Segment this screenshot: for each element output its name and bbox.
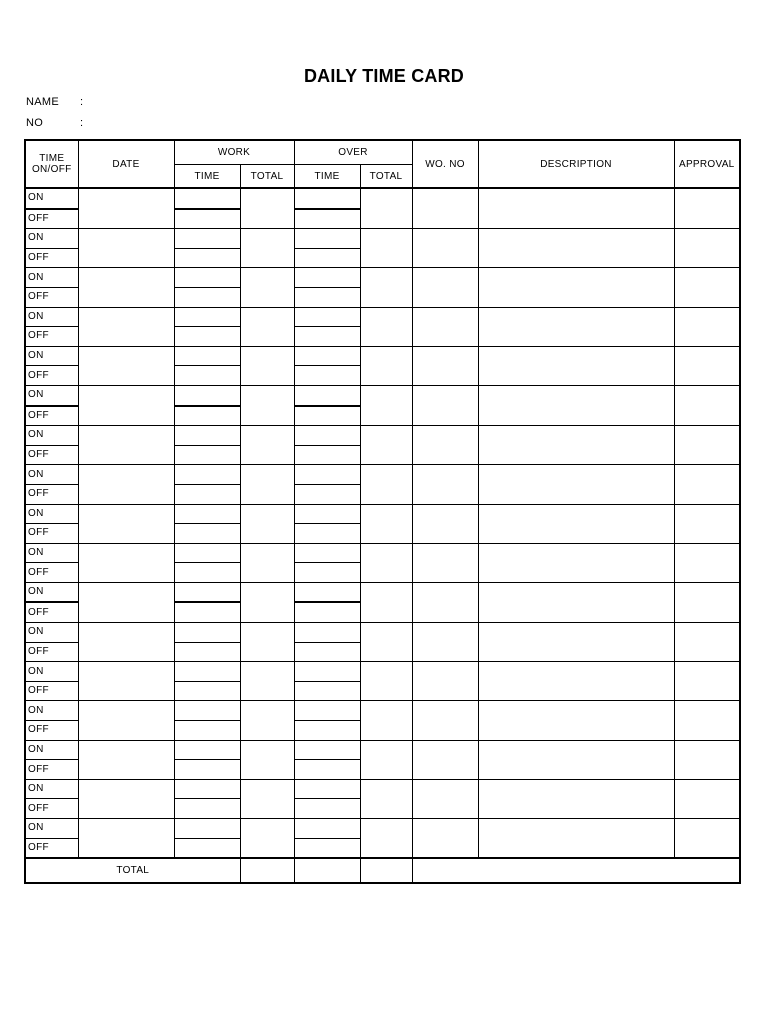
off-label: OFF <box>25 760 78 780</box>
approval-cell[interactable] <box>674 385 740 425</box>
over-total-cell[interactable] <box>360 740 412 779</box>
total-work-cell[interactable] <box>240 858 294 883</box>
approval-cell[interactable] <box>674 465 740 504</box>
work-total-cell[interactable] <box>240 740 294 779</box>
work-total-cell[interactable] <box>240 504 294 543</box>
work-time-off-cell[interactable] <box>174 760 240 780</box>
wo-no-cell[interactable] <box>412 662 478 701</box>
approval-cell[interactable] <box>674 701 740 740</box>
approval-cell[interactable] <box>674 662 740 701</box>
over-time-on-cell[interactable] <box>294 701 360 721</box>
description-cell[interactable] <box>478 819 674 859</box>
date-cell[interactable] <box>78 819 174 859</box>
off-label: OFF <box>25 681 78 701</box>
wo-no-cell[interactable] <box>412 426 478 465</box>
on-label: ON <box>25 346 78 366</box>
table-header <box>25 140 740 188</box>
approval-cell[interactable] <box>674 307 740 346</box>
time-row-on <box>25 307 740 327</box>
time-row-on <box>25 662 740 682</box>
description-cell[interactable] <box>478 779 674 818</box>
over-total-cell[interactable] <box>360 662 412 701</box>
over-time-off-cell[interactable] <box>294 406 360 426</box>
over-total-cell[interactable] <box>360 582 412 622</box>
over-total-cell[interactable] <box>360 819 412 859</box>
date-cell[interactable] <box>78 504 174 543</box>
work-time-on-cell[interactable] <box>174 779 240 799</box>
approval-cell[interactable] <box>674 268 740 307</box>
off-label: OFF <box>25 484 78 504</box>
name-label: NAME <box>26 96 59 108</box>
description-cell[interactable] <box>478 188 674 229</box>
header-over-total: TOTAL <box>360 165 412 189</box>
work-time-off-cell[interactable] <box>174 524 240 544</box>
work-total-cell[interactable] <box>240 385 294 425</box>
work-time-on-cell[interactable] <box>174 819 240 839</box>
date-cell[interactable] <box>78 346 174 385</box>
total-over-time-spacer <box>294 858 360 883</box>
off-label: OFF <box>25 209 78 229</box>
work-time-off-cell[interactable] <box>174 406 240 426</box>
over-time-off-cell[interactable] <box>294 445 360 465</box>
work-total-cell[interactable] <box>240 543 294 582</box>
work-time-off-cell[interactable] <box>174 248 240 268</box>
date-cell[interactable] <box>78 268 174 307</box>
name-field <box>26 96 83 108</box>
work-time-off-cell[interactable] <box>174 799 240 819</box>
over-time-off-cell[interactable] <box>294 563 360 583</box>
wo-no-cell[interactable] <box>412 819 478 859</box>
off-label: OFF <box>25 721 78 741</box>
over-time-on-cell[interactable] <box>294 623 360 643</box>
wo-no-cell[interactable] <box>412 346 478 385</box>
description-cell[interactable] <box>478 465 674 504</box>
off-label: OFF <box>25 799 78 819</box>
date-cell[interactable] <box>78 701 174 740</box>
header-description: DESCRIPTION <box>478 140 674 188</box>
on-label: ON <box>25 504 78 524</box>
wo-no-cell[interactable] <box>412 504 478 543</box>
off-label: OFF <box>25 524 78 544</box>
off-label: OFF <box>25 445 78 465</box>
work-total-cell[interactable] <box>240 465 294 504</box>
work-time-on-cell[interactable] <box>174 426 240 446</box>
on-label: ON <box>25 701 78 721</box>
over-time-on-cell[interactable] <box>294 465 360 485</box>
time-row-on <box>25 229 740 249</box>
over-total-cell[interactable] <box>360 543 412 582</box>
description-cell[interactable] <box>478 268 674 307</box>
over-time-on-cell[interactable] <box>294 385 360 405</box>
approval-cell[interactable] <box>674 819 740 859</box>
over-time-on-cell[interactable] <box>294 662 360 682</box>
work-time-on-cell[interactable] <box>174 543 240 563</box>
time-row-on <box>25 426 740 446</box>
approval-cell[interactable] <box>674 426 740 465</box>
time-row-on <box>25 582 740 602</box>
work-total-cell[interactable] <box>240 346 294 385</box>
wo-no-cell[interactable] <box>412 465 478 504</box>
wo-no-cell[interactable] <box>412 701 478 740</box>
off-label: OFF <box>25 602 78 622</box>
work-time-off-cell[interactable] <box>174 445 240 465</box>
work-time-on-cell[interactable] <box>174 701 240 721</box>
header-over: OVER <box>294 140 412 165</box>
description-cell[interactable] <box>478 543 674 582</box>
work-time-on-cell[interactable] <box>174 582 240 602</box>
work-total-cell[interactable] <box>240 662 294 701</box>
date-cell[interactable] <box>78 662 174 701</box>
approval-cell[interactable] <box>674 623 740 662</box>
wo-no-cell[interactable] <box>412 268 478 307</box>
on-label: ON <box>25 740 78 760</box>
work-time-on-cell[interactable] <box>174 623 240 643</box>
on-label: ON <box>25 465 78 485</box>
work-time-off-cell[interactable] <box>174 642 240 662</box>
description-cell[interactable] <box>478 504 674 543</box>
page-title: DAILY TIME CARD <box>303 66 465 86</box>
work-time-on-cell[interactable] <box>174 307 240 327</box>
description-cell[interactable] <box>478 701 674 740</box>
over-time-off-cell[interactable] <box>294 484 360 504</box>
description-cell[interactable] <box>478 307 674 346</box>
date-cell[interactable] <box>78 307 174 346</box>
date-cell[interactable] <box>78 188 174 229</box>
approval-cell[interactable] <box>674 543 740 582</box>
on-label: ON <box>25 385 78 405</box>
time-row-on <box>25 346 740 366</box>
work-time-off-cell[interactable] <box>174 287 240 307</box>
wo-no-cell[interactable] <box>412 188 478 229</box>
time-row-on <box>25 701 740 721</box>
approval-cell[interactable] <box>674 740 740 779</box>
description-cell[interactable] <box>478 426 674 465</box>
over-time-on-cell[interactable] <box>294 779 360 799</box>
header-time-onoff-line2: ON/OFF <box>31 164 72 175</box>
header-time-onoff-line1: TIME <box>39 153 65 164</box>
over-total-cell[interactable] <box>360 307 412 346</box>
description-cell[interactable] <box>478 740 674 779</box>
description-cell[interactable] <box>478 229 674 268</box>
over-total-cell[interactable] <box>360 779 412 818</box>
off-label: OFF <box>25 327 78 347</box>
work-time-off-cell[interactable] <box>174 209 240 229</box>
off-label: OFF <box>25 838 78 858</box>
wo-no-cell[interactable] <box>412 385 478 425</box>
name-colon: : <box>80 96 84 108</box>
over-time-on-cell[interactable] <box>294 188 360 209</box>
header-over-time: TIME <box>294 165 360 189</box>
table-body <box>25 188 740 858</box>
on-label: ON <box>25 543 78 563</box>
work-time-off-cell[interactable] <box>174 602 240 622</box>
on-label: ON <box>25 662 78 682</box>
total-blank-cell <box>412 858 740 883</box>
over-time-off-cell[interactable] <box>294 721 360 741</box>
approval-cell[interactable] <box>674 779 740 818</box>
header-time-onoff <box>25 140 78 188</box>
date-cell[interactable] <box>78 465 174 504</box>
over-total-cell[interactable] <box>360 623 412 662</box>
time-row-on <box>25 385 740 405</box>
work-time-off-cell[interactable] <box>174 327 240 347</box>
over-total-cell[interactable] <box>360 701 412 740</box>
header-approval: APPROVAL <box>674 140 740 188</box>
work-total-cell[interactable] <box>240 582 294 622</box>
work-total-cell[interactable] <box>240 701 294 740</box>
date-cell[interactable] <box>78 740 174 779</box>
time-row-on <box>25 465 740 485</box>
date-cell[interactable] <box>78 543 174 582</box>
total-over-cell[interactable] <box>360 858 412 883</box>
off-label: OFF <box>25 366 78 386</box>
over-time-on-cell[interactable] <box>294 229 360 249</box>
time-row-on <box>25 268 740 288</box>
work-total-cell[interactable] <box>240 307 294 346</box>
work-time-on-cell[interactable] <box>174 662 240 682</box>
off-label: OFF <box>25 248 78 268</box>
on-label: ON <box>25 307 78 327</box>
on-label: ON <box>25 426 78 446</box>
total-label: TOTAL <box>25 858 240 883</box>
wo-no-cell[interactable] <box>412 229 478 268</box>
over-time-off-cell[interactable] <box>294 799 360 819</box>
on-label: ON <box>25 582 78 602</box>
over-time-off-cell[interactable] <box>294 209 360 229</box>
on-label: ON <box>25 268 78 288</box>
work-time-on-cell[interactable] <box>174 465 240 485</box>
date-cell[interactable] <box>78 779 174 818</box>
work-total-cell[interactable] <box>240 779 294 818</box>
over-total-cell[interactable] <box>360 188 412 229</box>
over-total-cell[interactable] <box>360 426 412 465</box>
work-time-off-cell[interactable] <box>174 563 240 583</box>
over-time-off-cell[interactable] <box>294 248 360 268</box>
over-total-cell[interactable] <box>360 268 412 307</box>
work-time-off-cell[interactable] <box>174 484 240 504</box>
work-time-on-cell[interactable] <box>174 740 240 760</box>
work-time-off-cell[interactable] <box>174 721 240 741</box>
total-row <box>25 858 740 883</box>
header-work: WORK <box>174 140 294 165</box>
work-total-cell[interactable] <box>240 426 294 465</box>
over-time-on-cell[interactable] <box>294 346 360 366</box>
over-total-cell[interactable] <box>360 229 412 268</box>
work-total-cell[interactable] <box>240 623 294 662</box>
over-total-cell[interactable] <box>360 504 412 543</box>
on-label: ON <box>25 819 78 839</box>
on-label: ON <box>25 779 78 799</box>
on-label: ON <box>25 229 78 249</box>
over-time-on-cell[interactable] <box>294 543 360 563</box>
work-time-off-cell[interactable] <box>174 366 240 386</box>
over-time-on-cell[interactable] <box>294 268 360 288</box>
approval-cell[interactable] <box>674 346 740 385</box>
time-row-on <box>25 543 740 563</box>
over-time-off-cell[interactable] <box>294 642 360 662</box>
over-time-on-cell[interactable] <box>294 740 360 760</box>
approval-cell[interactable] <box>674 582 740 622</box>
work-total-cell[interactable] <box>240 229 294 268</box>
description-cell[interactable] <box>478 346 674 385</box>
date-cell[interactable] <box>78 229 174 268</box>
work-total-cell[interactable] <box>240 819 294 859</box>
date-cell[interactable] <box>78 385 174 425</box>
wo-no-cell[interactable] <box>412 307 478 346</box>
time-card-table <box>24 139 741 884</box>
over-time-off-cell[interactable] <box>294 602 360 622</box>
off-label: OFF <box>25 563 78 583</box>
over-time-on-cell[interactable] <box>294 582 360 602</box>
work-total-cell[interactable] <box>240 188 294 229</box>
date-cell[interactable] <box>78 582 174 622</box>
wo-no-cell[interactable] <box>412 740 478 779</box>
description-cell[interactable] <box>478 385 674 425</box>
work-time-on-cell[interactable] <box>174 188 240 209</box>
over-total-cell[interactable] <box>360 465 412 504</box>
time-row-on <box>25 740 740 760</box>
time-row-on <box>25 819 740 839</box>
wo-no-cell[interactable] <box>412 779 478 818</box>
time-row-on <box>25 504 740 524</box>
work-time-on-cell[interactable] <box>174 385 240 405</box>
description-cell[interactable] <box>478 662 674 701</box>
over-time-on-cell[interactable] <box>294 504 360 524</box>
time-row-on <box>25 779 740 799</box>
approval-cell[interactable] <box>674 188 740 229</box>
over-time-off-cell[interactable] <box>294 838 360 858</box>
description-cell[interactable] <box>478 623 674 662</box>
over-time-on-cell[interactable] <box>294 426 360 446</box>
time-row-on <box>25 623 740 643</box>
over-time-off-cell[interactable] <box>294 524 360 544</box>
wo-no-cell[interactable] <box>412 582 478 622</box>
over-time-off-cell[interactable] <box>294 681 360 701</box>
on-label: ON <box>25 623 78 643</box>
work-time-off-cell[interactable] <box>174 838 240 858</box>
work-time-on-cell[interactable] <box>174 229 240 249</box>
number-colon: : <box>80 117 84 129</box>
number-label: NO <box>26 117 44 129</box>
approval-cell[interactable] <box>674 504 740 543</box>
date-cell[interactable] <box>78 623 174 662</box>
date-cell[interactable] <box>78 426 174 465</box>
over-total-cell[interactable] <box>360 346 412 385</box>
approval-cell[interactable] <box>674 229 740 268</box>
header-date: DATE <box>78 140 174 188</box>
number-field <box>26 117 83 129</box>
work-time-on-cell[interactable] <box>174 346 240 366</box>
header-wo-no: WO. NO <box>412 140 478 188</box>
over-time-on-cell[interactable] <box>294 819 360 839</box>
over-total-cell[interactable] <box>360 385 412 425</box>
wo-no-cell[interactable] <box>412 543 478 582</box>
on-label: ON <box>25 188 78 209</box>
off-label: OFF <box>25 642 78 662</box>
header-work-time: TIME <box>174 165 240 189</box>
work-time-on-cell[interactable] <box>174 268 240 288</box>
wo-no-cell[interactable] <box>412 623 478 662</box>
over-time-off-cell[interactable] <box>294 327 360 347</box>
over-time-off-cell[interactable] <box>294 366 360 386</box>
off-label: OFF <box>25 406 78 426</box>
over-time-off-cell[interactable] <box>294 760 360 780</box>
time-row-on <box>25 188 740 209</box>
work-time-on-cell[interactable] <box>174 504 240 524</box>
off-label: OFF <box>25 287 78 307</box>
over-time-off-cell[interactable] <box>294 287 360 307</box>
over-time-on-cell[interactable] <box>294 307 360 327</box>
work-time-off-cell[interactable] <box>174 681 240 701</box>
header-work-total: TOTAL <box>240 165 294 189</box>
description-cell[interactable] <box>478 582 674 622</box>
work-total-cell[interactable] <box>240 268 294 307</box>
